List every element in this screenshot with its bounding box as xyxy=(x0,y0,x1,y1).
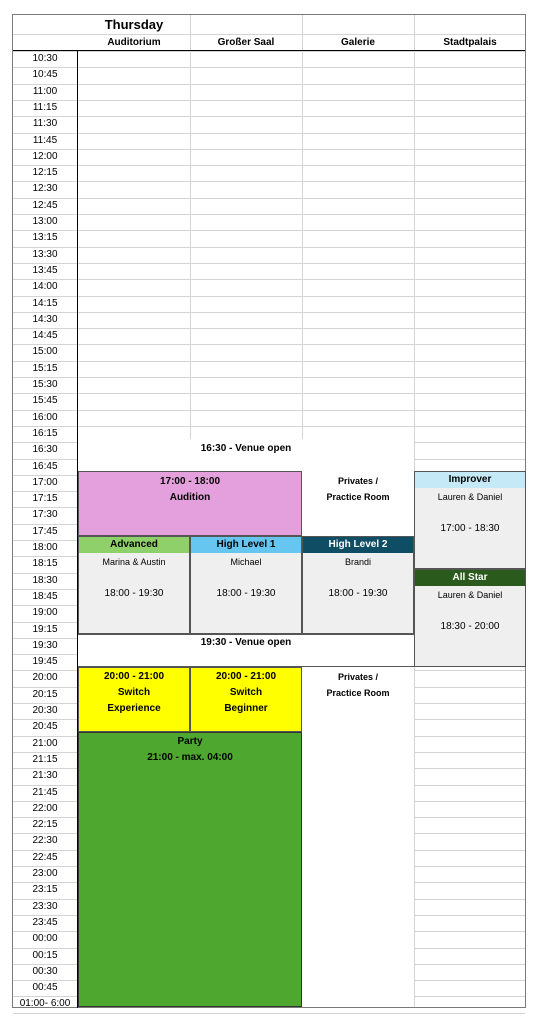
row-gridline xyxy=(13,149,525,150)
time-column-divider xyxy=(77,51,78,1008)
switch-experience-time: 20:00 - 21:00 xyxy=(103,671,165,682)
time-slot-label: 21:15 xyxy=(32,753,58,765)
advanced-block xyxy=(78,536,190,634)
time-slot-label: 23:15 xyxy=(32,884,58,896)
time-slot-label: 16:30 xyxy=(32,444,58,456)
time-slot-label: 16:15 xyxy=(32,427,58,439)
all-star-block xyxy=(414,569,526,667)
time-slot-label: 10:30 xyxy=(32,53,58,64)
privates-2-line1: Privates / xyxy=(337,672,379,682)
time-slot-label: 21:45 xyxy=(32,786,58,798)
time-slot-label: 21:30 xyxy=(32,770,58,782)
all-star-time: 18:30 - 20:00 xyxy=(440,621,500,632)
advanced-time: 18:00 - 19:30 xyxy=(104,588,164,599)
time-slot-label: 13:45 xyxy=(32,264,58,276)
time-slot-label: 01:00- 6:00 xyxy=(19,998,71,1010)
improver-title: Improver xyxy=(415,472,525,488)
row-gridline xyxy=(13,133,525,134)
time-slot-label: 13:00 xyxy=(32,216,58,227)
time-slot-label: 12:15 xyxy=(32,167,58,179)
day-title: Thursday xyxy=(104,17,164,32)
time-slot-label: 18:15 xyxy=(32,558,58,570)
time-slot-label: 17:45 xyxy=(32,525,58,537)
time-slot-label: 22:00 xyxy=(32,802,58,814)
audition-time: 17:00 - 18:00 xyxy=(159,476,221,487)
switch-beginner-line2: Beginner xyxy=(224,703,268,714)
time-slot-label: 11:30 xyxy=(32,118,58,130)
time-slot-label: 00:00 xyxy=(32,933,58,945)
time-slot-label: 22:30 xyxy=(32,835,58,847)
schedule-sheet xyxy=(12,14,526,1008)
time-slot-label: 12:00 xyxy=(32,150,58,162)
row-gridline xyxy=(13,247,525,248)
time-slot-label: 00:15 xyxy=(32,949,58,961)
room-header-grosser-saal: Großer Saal xyxy=(217,37,275,48)
time-slot-label: 23:45 xyxy=(32,916,58,928)
time-slot-label: 10:45 xyxy=(32,69,58,81)
all-star-teachers: Lauren & Daniel xyxy=(437,590,503,600)
improver-teachers: Lauren & Daniel xyxy=(437,492,503,502)
high-level-1-time: 18:00 - 19:30 xyxy=(216,588,276,599)
privates-1-line1: Privates / xyxy=(337,476,379,486)
row-gridline xyxy=(13,361,525,362)
switch-beginner-line1: Switch xyxy=(229,687,263,698)
time-slot-label: 19:00 xyxy=(32,607,58,619)
privates-block-1 xyxy=(302,471,414,536)
room-header-stadtpalais: Stadtpalais xyxy=(443,37,497,48)
row-gridline xyxy=(13,67,525,68)
header-bottom-rule xyxy=(13,50,525,51)
row-gridline xyxy=(13,344,525,345)
time-slot-label: 14:15 xyxy=(32,297,58,309)
venue-open-row-2 xyxy=(78,634,414,667)
row-gridline xyxy=(13,116,525,117)
high-level-1-teachers: Michael xyxy=(230,557,262,567)
venue-open-label-2: 19:30 - Venue open xyxy=(200,637,292,648)
party-time: 21:00 - max. 04:00 xyxy=(147,752,233,763)
room-header-auditorium: Auditorium xyxy=(107,37,161,48)
time-slot-label: 23:30 xyxy=(32,900,58,912)
room-header-galerie: Galerie xyxy=(341,37,375,48)
party-block xyxy=(78,732,302,1007)
time-slot-label: 12:45 xyxy=(32,199,58,211)
time-slot-label: 20:00 xyxy=(32,672,58,684)
time-slot-label: 17:30 xyxy=(32,509,58,521)
time-slot-label: 18:00 xyxy=(32,542,58,553)
high-level-2-block xyxy=(302,536,414,634)
time-slot-label: 19:45 xyxy=(32,656,58,668)
switch-experience-line1: Switch xyxy=(117,687,151,698)
switch-experience-block xyxy=(78,667,190,732)
advanced-title: Advanced xyxy=(79,537,189,553)
time-slot-label: 17:15 xyxy=(32,493,58,505)
privates-2-line2: Practice Room xyxy=(326,688,390,698)
privates-1-line2: Practice Room xyxy=(326,492,390,502)
row-gridline xyxy=(13,165,525,166)
advanced-teachers: Marina & Austin xyxy=(102,557,166,567)
time-slot-label: 16:45 xyxy=(32,460,58,472)
party-title: Party xyxy=(177,736,203,747)
time-slot-label: 22:15 xyxy=(32,819,58,831)
row-gridline xyxy=(13,263,525,264)
row-gridline xyxy=(13,51,525,52)
time-slot-label: 14:45 xyxy=(32,330,58,342)
time-slot-label: 19:30 xyxy=(32,639,58,651)
row-gridline xyxy=(13,393,525,394)
time-slot-label: 21:00 xyxy=(32,737,58,749)
header-row-divider xyxy=(13,34,525,35)
venue-open-row-1 xyxy=(78,439,414,471)
row-gridline xyxy=(13,328,525,329)
time-slot-label: 15:45 xyxy=(32,395,58,407)
time-slot-label: 20:15 xyxy=(32,688,58,700)
time-slot-label: 20:30 xyxy=(32,705,58,716)
high-level-1-title: High Level 1 xyxy=(191,537,301,553)
time-slot-label: 16:00 xyxy=(32,411,58,423)
switch-experience-line2: Experience xyxy=(107,703,161,714)
row-gridline xyxy=(13,312,525,313)
row-gridline xyxy=(13,100,525,101)
time-slot-label: 19:15 xyxy=(32,623,58,635)
improver-block xyxy=(414,471,526,569)
time-slot-label: 15:15 xyxy=(32,362,58,374)
row-gridline xyxy=(13,426,525,427)
high-level-2-time: 18:00 - 19:30 xyxy=(328,588,388,599)
time-slot-label: 18:30 xyxy=(32,574,58,586)
time-slot-label: 11:15 xyxy=(32,101,58,113)
time-slot-label: 17:00 xyxy=(32,476,58,488)
time-slot-label: 00:30 xyxy=(32,965,58,977)
privates-block-2 xyxy=(302,667,414,1007)
time-slot-label: 11:00 xyxy=(32,85,58,97)
audition-title: Audition xyxy=(169,492,211,503)
row-gridline xyxy=(13,279,525,280)
switch-beginner-time: 20:00 - 21:00 xyxy=(215,671,277,682)
high-level-2-title: High Level 2 xyxy=(303,537,413,553)
time-slot-label: 15:30 xyxy=(32,379,58,390)
time-slot-label: 20:45 xyxy=(32,721,58,733)
all-star-title: All Star xyxy=(415,570,525,586)
venue-open-label-1: 16:30 - Venue open xyxy=(200,443,292,454)
time-slot-label: 18:45 xyxy=(32,590,58,602)
high-level-2-teachers: Brandi xyxy=(344,557,371,567)
row-gridline xyxy=(13,410,525,411)
row-gridline xyxy=(13,1013,525,1014)
switch-beginner-block xyxy=(190,667,302,732)
time-slot-label: 14:30 xyxy=(32,313,58,325)
time-slot-label: 13:30 xyxy=(32,248,58,260)
time-slot-label: 12:30 xyxy=(32,183,58,195)
row-gridline xyxy=(13,181,525,182)
row-gridline xyxy=(13,198,525,199)
time-slot-label: 00:45 xyxy=(32,982,58,994)
audition-block xyxy=(78,471,302,536)
row-gridline xyxy=(13,214,525,215)
time-slot-label: 15:00 xyxy=(32,346,58,358)
time-slot-label: 11:45 xyxy=(32,134,58,146)
improver-time: 17:00 - 18:30 xyxy=(440,523,500,534)
row-gridline xyxy=(13,230,525,231)
row-gridline xyxy=(13,296,525,297)
row-gridline xyxy=(13,377,525,378)
row-gridline xyxy=(13,84,525,85)
time-slot-label: 13:15 xyxy=(32,232,58,244)
high-level-1-block xyxy=(190,536,302,634)
time-slot-label: 23:00 xyxy=(32,868,58,879)
time-slot-label: 22:45 xyxy=(32,851,58,863)
time-slot-label: 14:00 xyxy=(32,281,58,293)
